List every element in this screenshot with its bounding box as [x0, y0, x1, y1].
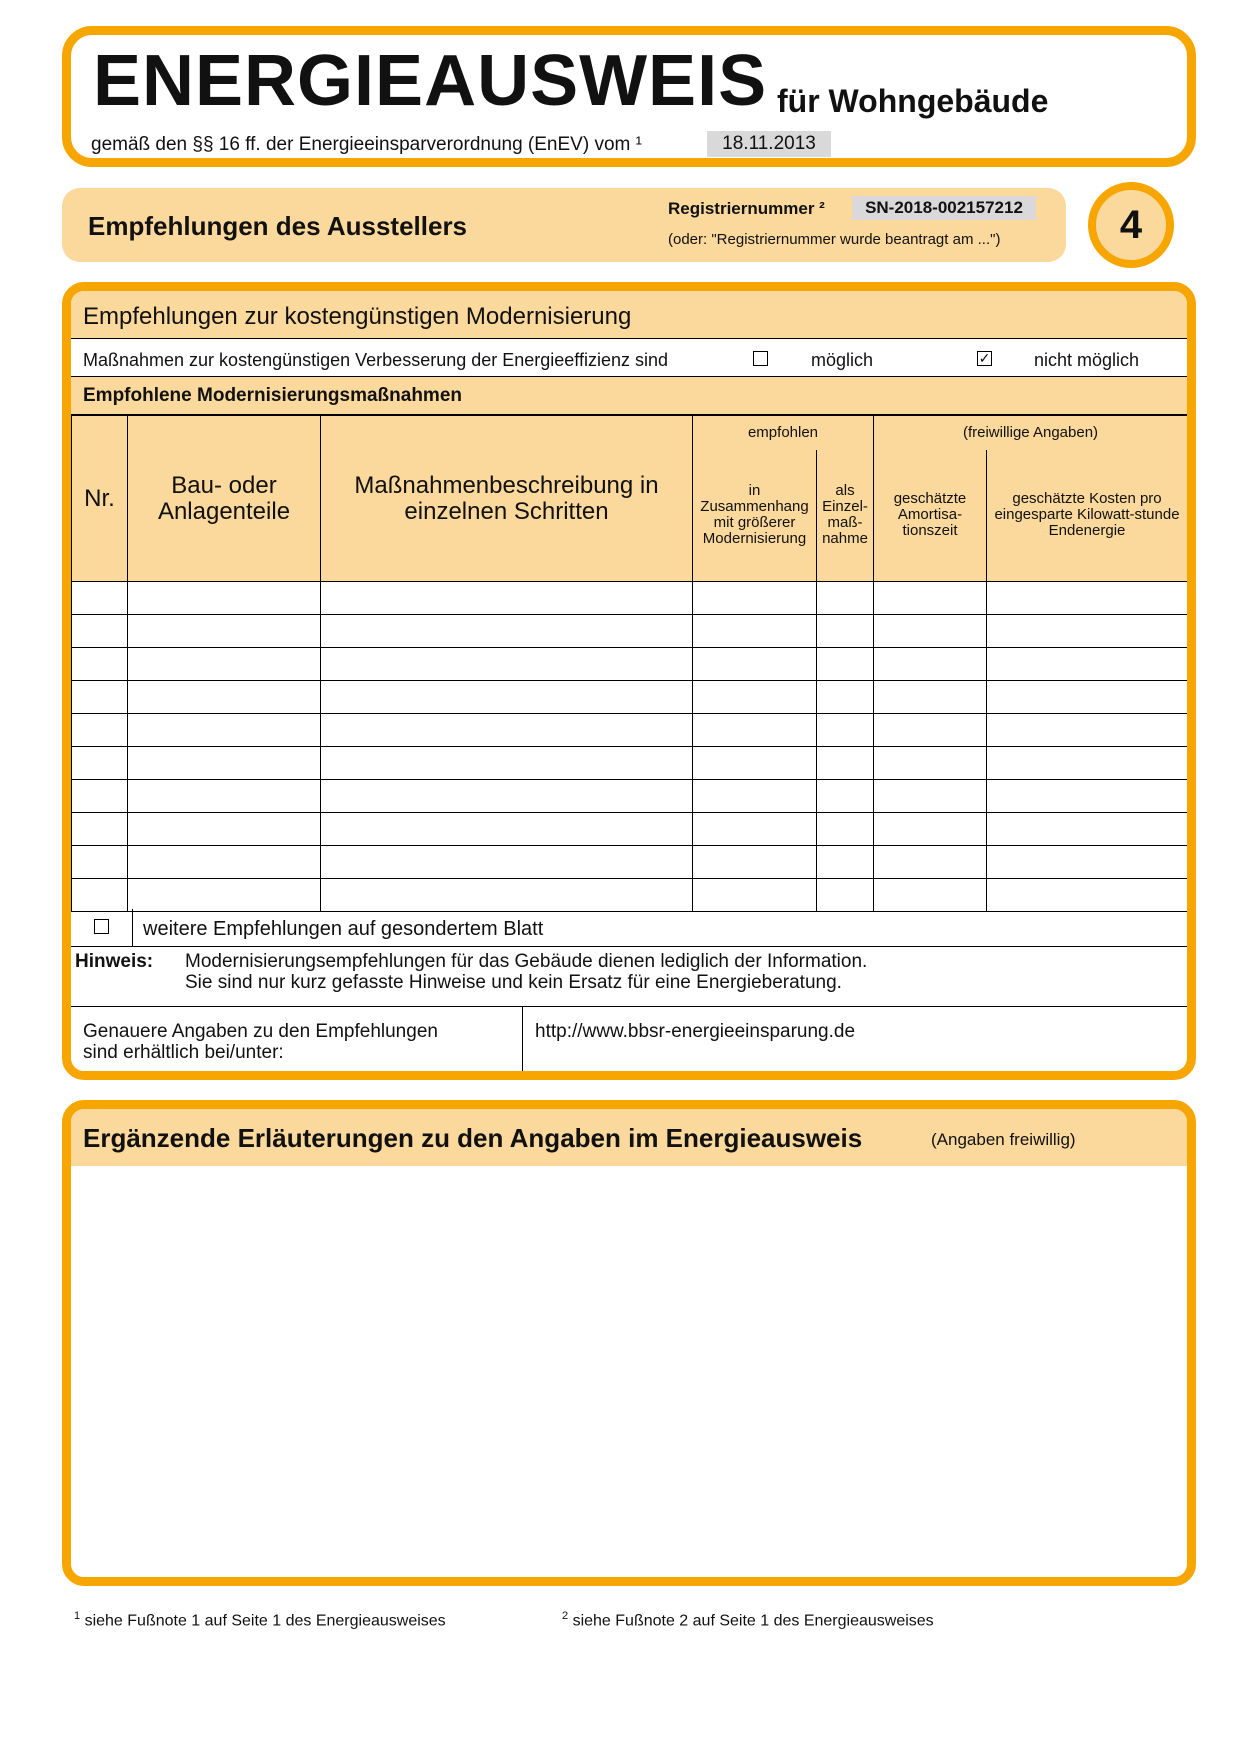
page-number-badge: 4 [1088, 182, 1174, 268]
hinweis-line-1: Modernisierungsempfehlungen für das Gebäude dienen lediglich der Information. [185, 951, 868, 972]
cell-einzel[interactable] [817, 813, 874, 846]
cell-nr[interactable] [72, 813, 128, 846]
empfohlene-title: Empfohlene Modernisierungsmaßnahmen [83, 385, 462, 406]
col-group-freiwillig: (freiwillige Angaben) [874, 416, 1188, 450]
cell-kosten[interactable] [987, 846, 1188, 879]
cell-nr[interactable] [72, 780, 128, 813]
cell-nr[interactable] [72, 846, 128, 879]
table-row [72, 813, 1188, 846]
moeglich-label: möglich [811, 350, 874, 370]
genauer-row [71, 1007, 1187, 1080]
cell-zusammenhang[interactable] [693, 747, 817, 780]
cell-zusammenhang[interactable] [693, 780, 817, 813]
cell-zusammenhang[interactable] [693, 615, 817, 648]
cell-zusammenhang[interactable] [693, 648, 817, 681]
cell-bauteil[interactable] [128, 747, 321, 780]
cell-nr[interactable] [72, 615, 128, 648]
modernisierung-box [62, 282, 1196, 1080]
table-row [72, 846, 1188, 879]
table-row [72, 582, 1188, 615]
genauer-url-link[interactable]: http://www.bbsr-energieeinsparung.de [535, 1021, 856, 1042]
weitere-label: weitere Empfehlungen auf gesondertem Blatt [143, 918, 544, 940]
cell-kosten[interactable] [987, 648, 1188, 681]
footnote-2-mark: 2 [562, 1610, 569, 1622]
col-header-nr: Nr. [72, 416, 128, 582]
massnahmen-table [71, 415, 1188, 912]
cell-beschreibung[interactable] [321, 747, 693, 780]
cell-amortisation[interactable] [874, 813, 987, 846]
erlaeuterungen-title: Ergänzende Erläuterungen zu den Angaben im Energieausweis [83, 1123, 863, 1153]
enev-date-field: 18.11.2013 [707, 131, 831, 157]
erlaeuterungen-content[interactable] [83, 1179, 1173, 1569]
nicht-moeglich-checkbox[interactable]: ✓ [978, 350, 991, 366]
cell-bauteil[interactable] [128, 582, 321, 615]
cell-amortisation[interactable] [874, 582, 987, 615]
cell-zusammenhang[interactable] [693, 714, 817, 747]
cell-bauteil[interactable] [128, 780, 321, 813]
cell-bauteil[interactable] [128, 714, 321, 747]
cell-amortisation[interactable] [874, 615, 987, 648]
massnahmen-text: Maßnahmen zur kostengünstigen Verbesserung der Energieeffizienz sind [83, 350, 669, 370]
cell-nr[interactable] [72, 747, 128, 780]
cell-kosten[interactable] [987, 813, 1188, 846]
genauer-line-1: Genauere Angaben zu den Empfehlungen [83, 1021, 438, 1042]
cell-nr[interactable] [72, 879, 128, 912]
cell-kosten[interactable] [987, 681, 1188, 714]
col-group-empfohlen: empfohlen [693, 416, 874, 450]
col-header-beschreibung: Maßnahmenbeschreibung in einzelnen Schritten [321, 416, 693, 582]
genauer-divider [522, 1007, 523, 1080]
cell-zusammenhang[interactable] [693, 681, 817, 714]
cell-bauteil[interactable] [128, 879, 321, 912]
registration-note: (oder: "Registriernummer wurde beantragt am ...") [668, 231, 1001, 248]
cell-einzel[interactable] [817, 681, 874, 714]
cell-einzel[interactable] [817, 846, 874, 879]
cell-zusammenhang[interactable] [693, 879, 817, 912]
cell-bauteil[interactable] [128, 681, 321, 714]
cell-kosten[interactable] [987, 747, 1188, 780]
footnote-2 [562, 1606, 934, 1631]
hinweis-line-2: Sie sind nur kurz gefasste Hinweise und kein Ersatz für eine Energieberatung. [185, 972, 842, 993]
cell-kosten[interactable] [987, 879, 1188, 912]
table-row [72, 879, 1188, 912]
cell-beschreibung[interactable] [321, 879, 693, 912]
cell-amortisation[interactable] [874, 747, 987, 780]
weitere-row [71, 909, 1187, 947]
weitere-checkbox-cell [71, 909, 133, 946]
cell-amortisation[interactable] [874, 648, 987, 681]
genauer-line-2: sind erhältlich bei/unter: [83, 1042, 284, 1063]
cell-einzel[interactable] [817, 714, 874, 747]
erlaeuterungen-box [62, 1100, 1196, 1586]
genauer-label [83, 1021, 503, 1063]
enev-reference: gemäß den §§ 16 ff. der Energieeinsparverordnung (EnEV) vom ¹ [91, 134, 642, 155]
table-row [72, 747, 1188, 780]
footnote-1 [74, 1606, 446, 1631]
modernisierung-title: Empfehlungen zur kostengünstigen Modernisierung [83, 303, 632, 330]
registration-number-field: SN-2018-002157212 [852, 196, 1036, 220]
table-row [72, 615, 1188, 648]
cell-nr[interactable] [72, 648, 128, 681]
erlaeuterungen-header [71, 1109, 1187, 1166]
title-box [62, 26, 1196, 167]
cell-amortisation[interactable] [874, 780, 987, 813]
cell-bauteil[interactable] [128, 615, 321, 648]
cell-amortisation[interactable] [874, 681, 987, 714]
cell-kosten[interactable] [987, 780, 1188, 813]
cell-beschreibung[interactable] [321, 846, 693, 879]
cell-amortisation[interactable] [874, 714, 987, 747]
col-header-kosten: geschätzte Kosten pro eingesparte Kilowatt-stunde Endenergie [987, 450, 1188, 582]
table-row [72, 681, 1188, 714]
cell-beschreibung[interactable] [321, 714, 693, 747]
cell-amortisation[interactable] [874, 879, 987, 912]
table-row [72, 648, 1188, 681]
col-header-einzelmassnahme: als Einzel-maß-nahme [817, 450, 874, 582]
footnote-1-text: siehe Fußnote 1 auf Seite 1 des Energieausweises [80, 1612, 446, 1630]
document-subtitle: für Wohngebäude [777, 83, 1049, 119]
cell-beschreibung[interactable] [321, 648, 693, 681]
cell-zusammenhang[interactable] [693, 846, 817, 879]
cell-nr[interactable] [72, 582, 128, 615]
cell-einzel[interactable] [817, 747, 874, 780]
massnahmen-table-wrap [71, 415, 1187, 912]
cell-beschreibung[interactable] [321, 813, 693, 846]
table-row [72, 780, 1188, 813]
cell-zusammenhang[interactable] [693, 582, 817, 615]
cell-bauteil[interactable] [128, 813, 321, 846]
empfohlene-header [71, 377, 1187, 415]
erlaeuterungen-note: (Angaben freiwillig) [931, 1130, 1076, 1149]
cell-einzel[interactable] [817, 780, 874, 813]
col-header-zusammenhang: in Zusammenhang mit größerer Modernisierung [693, 450, 817, 582]
cell-amortisation[interactable] [874, 846, 987, 879]
section-title: Empfehlungen des Ausstellers [88, 211, 468, 241]
cell-einzel[interactable] [817, 615, 874, 648]
cell-beschreibung[interactable] [321, 780, 693, 813]
cell-nr[interactable] [72, 714, 128, 747]
registration-label: Registriernummer ² [668, 199, 825, 218]
cell-nr[interactable] [72, 681, 128, 714]
cell-beschreibung[interactable] [321, 582, 693, 615]
hinweis-row [71, 947, 1187, 1007]
moeglich-checkbox[interactable] [753, 351, 768, 366]
cell-einzel[interactable] [817, 879, 874, 912]
table-row [72, 714, 1188, 747]
massnahmen-table-body [72, 582, 1188, 912]
cell-zusammenhang[interactable] [693, 813, 817, 846]
col-header-amortisation: geschätzte Amortisa-tionszeit [874, 450, 987, 582]
cell-einzel[interactable] [817, 648, 874, 681]
footnote-2-text: siehe Fußnote 2 auf Seite 1 des Energieausweises [568, 1612, 934, 1630]
cell-einzel[interactable] [817, 582, 874, 615]
section-header [62, 188, 1066, 262]
weitere-checkbox[interactable] [94, 919, 109, 934]
cell-beschreibung[interactable] [321, 615, 693, 648]
hinweis-label: Hinweis: [75, 951, 154, 972]
document-title: ENERGIEAUSWEIS [93, 41, 768, 121]
hinweis-text [185, 951, 1165, 993]
cell-kosten[interactable] [987, 714, 1188, 747]
footnote-1-mark: 1 [74, 1610, 81, 1622]
col-header-bauteile: Bau- oder Anlagenteile [128, 416, 321, 582]
cell-bauteil[interactable] [128, 846, 321, 879]
nicht-moeglich-label: nicht möglich [1034, 350, 1140, 370]
modernisierung-header [71, 291, 1187, 339]
massnahmen-row [71, 339, 1187, 377]
cell-kosten[interactable] [987, 582, 1188, 615]
cell-beschreibung[interactable] [321, 681, 693, 714]
cell-kosten[interactable] [987, 615, 1188, 648]
cell-bauteil[interactable] [128, 648, 321, 681]
